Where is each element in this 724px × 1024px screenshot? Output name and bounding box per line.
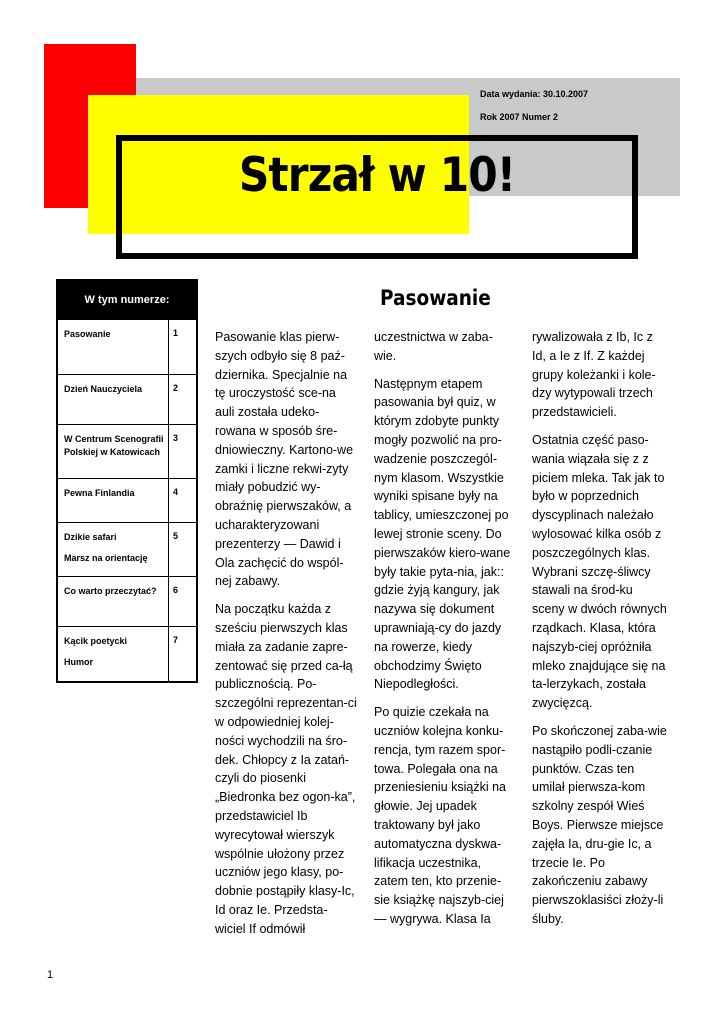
article-paragraph: uczestnictwa w zaba-wie. bbox=[374, 330, 493, 363]
newsletter-title: Strzał w 10! bbox=[238, 148, 516, 203]
toc-item-label: W Centrum Scenografii Polskiej w Katowicach bbox=[64, 434, 164, 457]
publication-date: Data wydania: 30.10.2007 bbox=[480, 89, 589, 99]
toc-item-label: Co warto przeczytać? bbox=[64, 586, 157, 596]
toc-item-page: 5 bbox=[173, 531, 179, 541]
toc-item-label: Dzikie safari bbox=[64, 532, 117, 542]
toc-row bbox=[58, 576, 196, 626]
toc-item-label: Dzień Nauczyciela bbox=[64, 384, 143, 394]
article-paragraph: Ostatnia część paso-wania wiązała się z z piciem mleka. Tak jak to było w poprzednich dyscyplinach należało wylosować kilka osób z poszczególnych klas. Wybrani szczę-śliwcy stawali na środ-ku sceny w dwóch równych rządkach. Klasa, która najszyb-ciej opróżniła mleko znajdujące się na ta-lerzykach, została zwycięzcą. bbox=[532, 432, 667, 711]
toc-item-page: 7 bbox=[173, 635, 179, 645]
toc-row bbox=[58, 522, 196, 576]
toc-header: W tym numerze: bbox=[58, 281, 196, 319]
article-paragraph: Pasowanie klas pierw-szych odbyło się 8 paź-dziernika. Specjalnie na tę uroczystość sce-na auli została udeko-rowana w sposób śre-dniowieczny. Kartono-we zamki i liczne rekwi-zyty miały pobudzić wy-obraźnię pierwszaków, a ucharakteryzowani prezenterzy — Dawid i Ola zachęcić do wspól-nej zabawy. bbox=[215, 330, 354, 589]
toc-item-sublabel: Marsz na orientację bbox=[64, 553, 148, 563]
article-paragraph: Następnym etapem pasowania był quiz, w którym zdobyte punkty mogły pozwolić na pro-wadzenie poszczegól-nym klasom. Wszystkie wyniki spisane były na tablicy, umieszczonej po lewej stronie sceny. Do pierwszaków kiero-wane były takie pyta-nia, jak:: gdzie żyją kangury, jak nazywa się dokument uprawniają-cy do jazdy na rowerze, kiedy obchodzimy Święto Niepodległości. bbox=[374, 376, 511, 692]
article-paragraph: Na początku każda z sześciu pierwszych klas miała za zadanie zapre-zentować się przed ca-łą publicznością. Po-szczególni reprezentan-ci w odpowiedniej kolej-ności wychodzili na śro-dek. Chłopcy z Ia zatań-czyli do piosenki „Biedronka bez ogon-ka”, przedstawiciel Ib wyrecytował wierszyk wspólnie ułożony przez uczniów jego klasy, po-dobnie postąpiły klasy-Ic, Id oraz Ie. Przedsta-wiciel If odmówił bbox=[215, 602, 357, 936]
article-column-1 bbox=[215, 328, 357, 948]
toc-item-sublabel: Humor bbox=[64, 657, 93, 667]
table-of-contents bbox=[56, 279, 198, 683]
toc-item-page: 2 bbox=[173, 383, 179, 393]
toc-row bbox=[58, 424, 196, 478]
page-number: 1 bbox=[47, 969, 54, 981]
article-paragraph: rywalizowała z Ib, Ic z Id, a Ie z If. Z każdej grupy koleżanki i kole-dzy wytypowali trzech przedstawicieli. bbox=[532, 330, 656, 420]
toc-item-page: 3 bbox=[173, 433, 179, 443]
toc-item-page: 4 bbox=[173, 487, 179, 497]
article-heading: Pasowanie bbox=[380, 286, 491, 310]
toc-item-label: Pasowanie bbox=[64, 329, 111, 339]
article-column-2 bbox=[374, 328, 514, 938]
article-column-3 bbox=[532, 328, 668, 938]
toc-item-label: Pewna Finlandia bbox=[64, 488, 135, 498]
toc-row bbox=[58, 478, 196, 522]
toc-item-page: 6 bbox=[173, 585, 179, 595]
toc-row bbox=[58, 626, 196, 681]
article-paragraph: Po skończonej zaba-wie nastąpiło podli-czanie punktów. Czas ten umilał pierwsza-kom szkolny zespół Wieś Boys. Pierwsze miejsce zajęła Ia, dru-gie Ic, a trzecie Ie. Po zakończeniu zabawy pierwszoklasiści złoży-li śluby. bbox=[532, 723, 667, 926]
toc-item-page: 1 bbox=[173, 328, 179, 338]
article-paragraph: Po quizie czekała na uczniów kolejna konku-rencja, tym razem spor-towa. Polegała ona na przeniesieniu książki na głowie. Jej upadek traktowany był jako automatyczna dyskwa-lifikacja uczestnika, zatem ten, kto przenie-sie książkę najszyb-ciej— wygrywa. Klasa Ia bbox=[374, 705, 507, 926]
issue-number: Rok 2007 Numer 2 bbox=[480, 112, 559, 122]
toc-row bbox=[58, 374, 196, 424]
toc-item-label: Kącik poetycki bbox=[64, 636, 128, 646]
toc-row bbox=[58, 319, 196, 374]
